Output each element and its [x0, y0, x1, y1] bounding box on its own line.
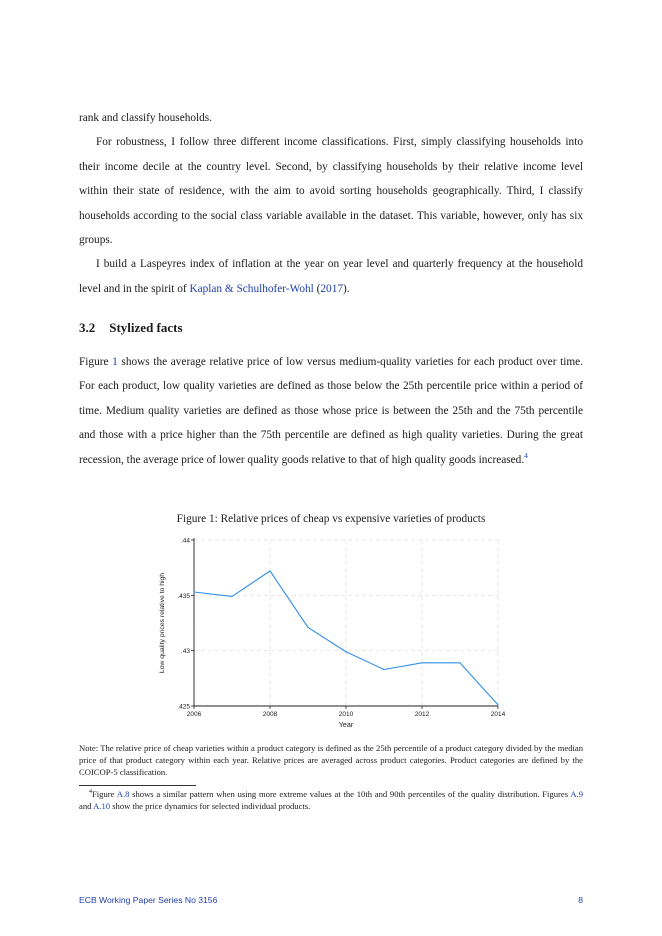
appendix-link-a8[interactable]: A.8 — [116, 789, 130, 799]
footnote-text-4: show the price dynamics for selected individual products. — [110, 801, 311, 812]
footnote-rule — [79, 785, 196, 786]
paragraph-4-text-start: Figure — [79, 356, 113, 368]
data-point — [497, 704, 498, 705]
footer-series: ECB Working Paper Series No 3156 — [79, 895, 218, 905]
footnote-text-3: and — [79, 801, 94, 812]
line-chart — [152, 530, 512, 740]
body-text-section — [79, 350, 583, 472]
footer-page-number: 8 — [578, 895, 583, 905]
data-point — [269, 570, 270, 571]
citation-link-authors[interactable]: Kaplan & Schulhofer-Wohl — [189, 282, 314, 295]
appendix-link-a10[interactable]: A.10 — [93, 801, 111, 812]
y-tick-label: .435 — [177, 592, 190, 600]
data-point — [459, 662, 460, 663]
data-point — [345, 651, 346, 652]
y-tick-label: .425 — [177, 703, 190, 711]
section-number: 3.2 — [79, 320, 96, 335]
footnote-ref-link[interactable]: 4 — [524, 450, 528, 460]
paragraph-3-text: I build a Laspeyres index of inflation at the year on year level and quarterly frequency at the household level and in the spirit of — [79, 258, 583, 295]
data-point — [307, 627, 308, 628]
footnote-4 — [79, 788, 583, 812]
citation-paren-open: ( — [313, 282, 321, 295]
citation-link-year[interactable]: 2017 — [320, 282, 343, 295]
figure-ref-link[interactable]: 1 — [112, 356, 118, 368]
footnote-text-2: shows a similar pattern when using more extreme values at the 10th and 90th percentiles of the quality distribution. Figures — [129, 789, 571, 799]
y-axis-title: Low quality prices relative to high — [159, 572, 166, 674]
data-point — [421, 662, 422, 663]
figure-caption: Figure 1: Relative prices of cheap vs expensive varieties of products — [176, 513, 486, 525]
citation-paren-close: ). — [342, 282, 350, 295]
x-tick-label: 2006 — [186, 711, 202, 718]
section-heading — [79, 320, 183, 336]
chart-svg — [152, 530, 512, 740]
paragraph-2: For robustness, I follow three different income classifications. First, simply classifying households into their income decile at the country level. Second, by classifying households by their relative income level within their state of residence, with the aim to avoid sorting households geographically. Third, I classify households according to the social class variable available in the dataset. This variable, however, only has six groups. — [79, 136, 583, 247]
data-point — [383, 669, 384, 670]
chart-grid — [194, 540, 498, 706]
section-title: Stylized facts — [109, 320, 183, 335]
y-tick-label: .44 — [180, 537, 190, 545]
figure-note: Note: The relative price of cheap varieties within a product category is defined as the 25th percentile of a product category divided by the median price of that product category within each year. Relative prices are averaged across product categories. Product categories are defined by the COICOP-5 classification. — [79, 743, 583, 778]
data-point — [193, 591, 194, 592]
paragraph-4 — [79, 350, 583, 472]
data-point — [231, 596, 232, 597]
x-tick-label: 2014 — [490, 711, 506, 718]
paragraph-3 — [79, 252, 583, 301]
x-tick-label: 2010 — [338, 711, 354, 718]
paragraph-4-text: shows the average relative price of low versus medium-quality varieties for each product over time. For each product, low quality varieties are defined as those below the 25th percentile price within a period of time. Medium quality varieties are defined as those whose price is between the 25th and the 75th percentile and those with a price higher than the 75th percentile are defined as high quality varieties. During the great recession, the average price of lower quality goods relative to that of high quality goods increased. — [79, 356, 583, 466]
x-tick-label: 2012 — [414, 711, 430, 718]
body-text — [79, 106, 583, 301]
appendix-link-a9[interactable]: A.9 — [570, 789, 583, 799]
x-axis-title: Year — [338, 720, 354, 729]
paragraph-1: rank and classify households. — [79, 112, 213, 124]
y-tick-label: .43 — [180, 648, 190, 656]
x-tick-label: 2008 — [262, 711, 278, 718]
footnote-marker: 4 — [89, 789, 92, 796]
footnote-text-1: Figure — [92, 789, 117, 799]
